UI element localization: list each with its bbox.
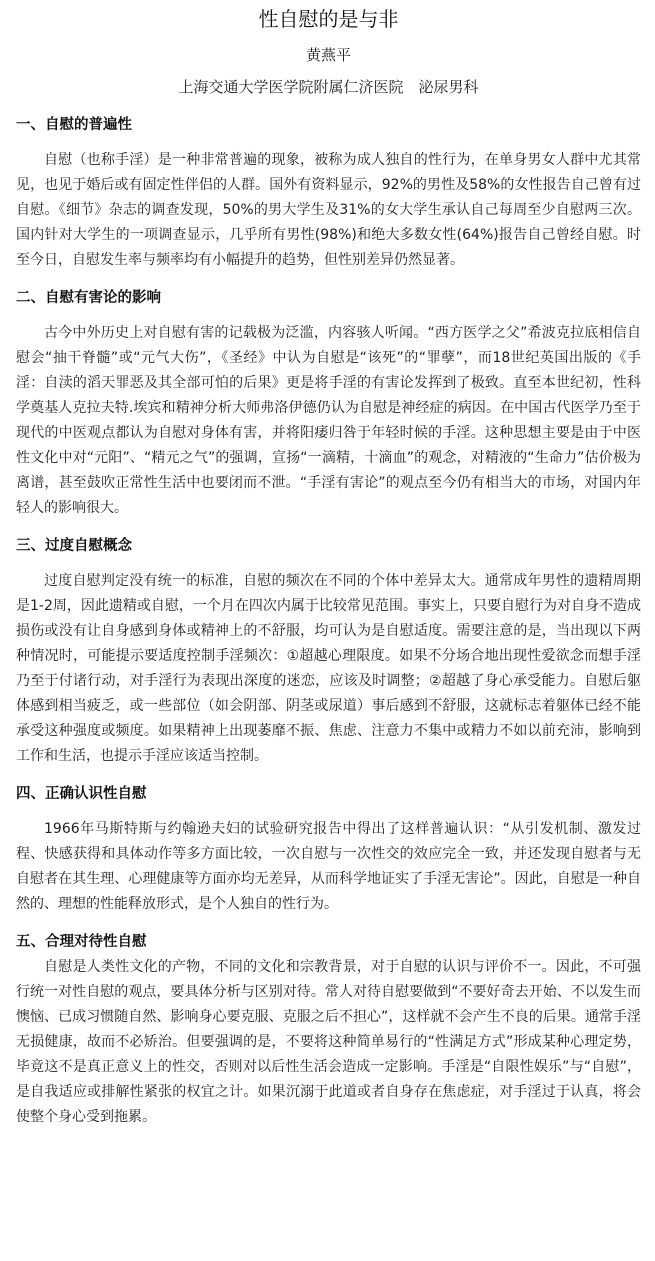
document-page — [0, 6, 655, 1261]
document-title: 性自慰的是与非 — [258, 7, 399, 31]
section-heading: 二、自慰有害论的影响 — [16, 290, 161, 306]
section-heading: 一、自慰的普遍性 — [16, 117, 132, 133]
section-prevalence — [16, 114, 641, 273]
section-body: 1966年马斯特斯与约翰逊夫妇的试验研究报告中得出了这样普遍认识：“从引发机制、激发过程、快感获得和具体动作等多方面比较，一次自慰与一次性交的效应完全一致，并还发现自慰者与无自慰者在其生理、心理健康等方面亦均无差异，从而科学地证实了手淫无害论”。因此，自慰是一种自然的、理想的性能释放形式，是个人独自的性行为。 — [16, 821, 641, 912]
section-body: 自慰（也称手淫）是一种非常普遍的现象，被称为成人独自的性行为，在单身男女人群中尤其常见，也见于婚后或有固定性伴侣的人群。国外有资料显示，92%的男性及58%的女性报告自己曾有过自慰。《细节》杂志的调查发现，50%的男大学生及31%的女大学生承认自己每周至少自慰两三次。国内针对大学生的一项调查显示，几乎所有男性(98%)和绝大多数女性(64%)报告自己曾经自慰。时至今日，自慰发生率与频率均有小幅提升的趋势，但性别差异仍然显著。 — [16, 152, 641, 268]
section-body: 过度自慰判定没有统一的标准，自慰的频次在不同的个体中差异太大。通常成年男性的遗精周期是1-2周，因此遗精或自慰，一个月在四次内属于比较常见范围。事实上，只要自慰行为对自身不造成损伤或没有让自身感到身体或精神上的不舒服，均可认为是自慰适度。需要注意的是，当出现以下两种情况时，可能提示要适度控制手淫频次：①超越心理限度。如果不分场合地出现性爱欲念而想手淫乃至于付诸行动，对手淫行为表现出深度的迷恋，应该及时调整；②超越了身心承受能力。自慰后躯体感到相当疲乏，或一些部位（如会阴部、阴茎或尿道）事后感到不舒服，这就标志着躯体已经不能承受这种强度或频度。如果精神上出现萎靡不振、焦虑、注意力不集中或精力不如以前充沛，影响到工作和生活，也提示手淫应该适当控制。 — [16, 573, 641, 764]
section-heading: 三、过度自慰概念 — [16, 538, 132, 554]
section-harm-theory — [16, 287, 641, 521]
section-body: 古今中外历史上对自慰有害的记载极为泛滥，内容骇人听闻。“西方医学之父”希波克拉底相信自慰会“抽干脊髓”或“元气大伤”，《圣经》中认为自慰是“该死”的“罪孽”，而18世纪英国出版的《手淫：自渎的滔天罪恶及其全部可怕的后果》更是将手淫的有害论发挥到了极致。直至本世纪初，性科学奠基人克拉夫特.埃宾和精神分析大师弗洛伊德仍认为自慰是神经症的病因。在中国古代医学乃至于现代的中医观点都认为自慰对身体有害，并将阳痿归咎于年轻时候的手淫。这种思想主要是由于中医性文化中对“元阳”、“精元之气”的强调，宣扬“一滴精，十滴血”的观念，对精液的“生命力”估价极为离谱，甚至鼓吹正常性生活中也要闭而不泄。“手淫有害论”的观点至今仍有相当大的市场，对国内年轻人的影响很大。 — [16, 325, 641, 516]
author-affiliation: 上海交通大学医学院附属仁济医院 泌尿男科 — [178, 78, 479, 96]
section-body: 自慰是人类性文化的产物，不同的文化和宗教背景，对于自慰的认识与评价不一。因此，不可强行统一对性自慰的观点，要具体分析与区别对待。常人对待自慰要做到“不要好奇去开始、不以发生而懊恼、已成习惯随自然、影响身心要克服、克服之后不担心”，这样就不会产生不良的后果。通常手淫无损健康，故而不必矫治。但要强调的是，不要将这种简单易行的“性满足方式”形成某种心理定势，毕竟这不是真正意义上的性交，否则对以后性生活会造成一定影响。手淫是“自限性娱乐”与“自慰”，是自我适应或排解性紧张的权宜之计。如果沉溺于此道或者自身存在焦虑症，对手淫过于认真，将会使整个身心受到拖累。 — [16, 959, 641, 1125]
section-reasonable-treatment — [16, 931, 641, 1130]
author-name: 黄燕平 — [305, 46, 351, 64]
section-correct-understanding — [16, 783, 641, 917]
section-heading: 五、合理对待性自慰 — [16, 934, 147, 950]
section-heading: 四、正确认识性自慰 — [16, 786, 147, 802]
section-excessive — [16, 535, 641, 769]
